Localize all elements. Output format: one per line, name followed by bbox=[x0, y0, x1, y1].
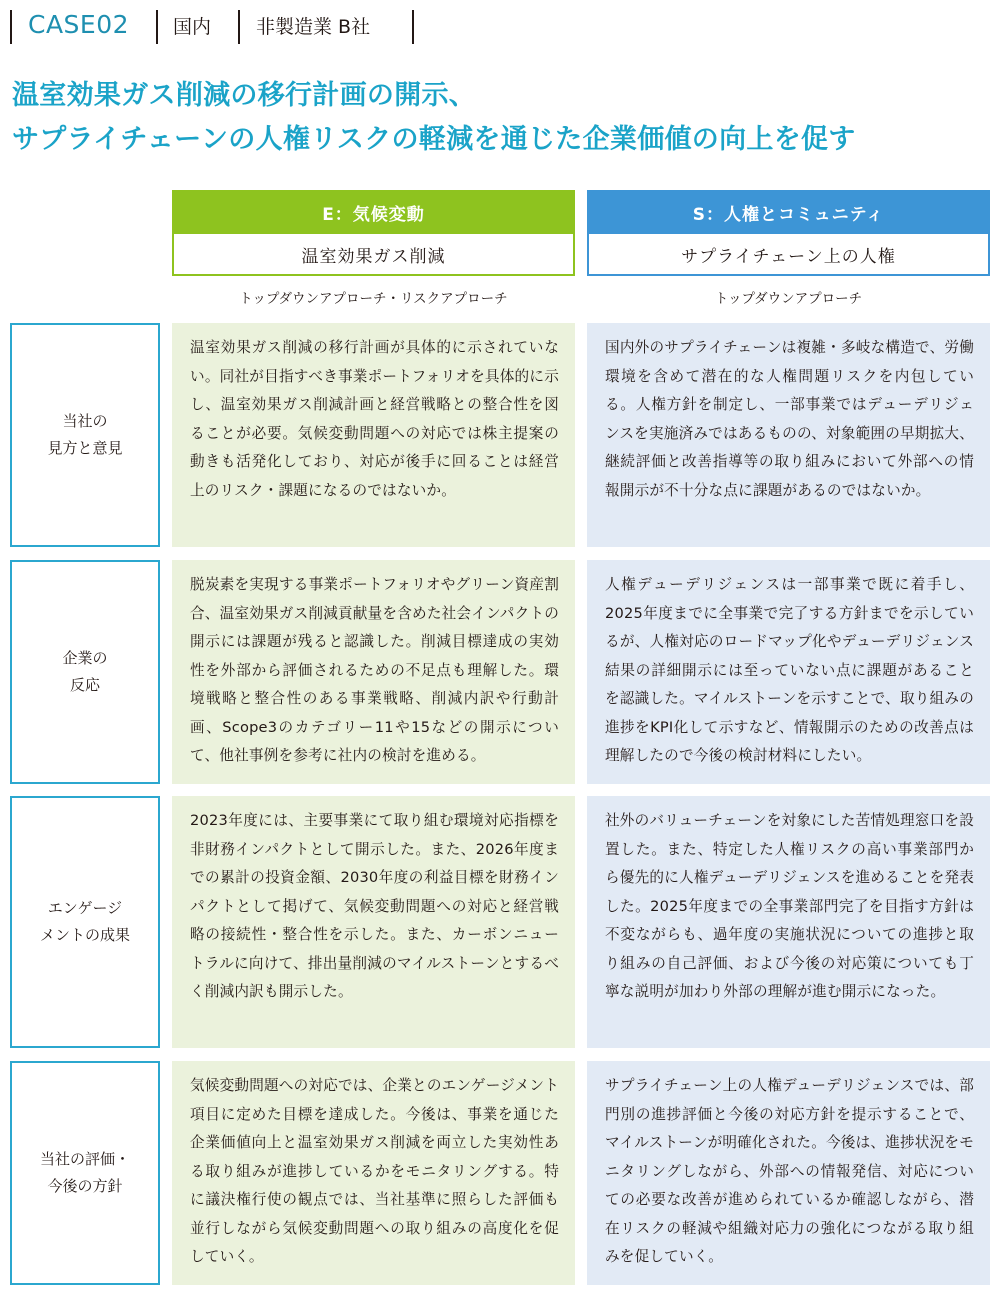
separator bbox=[412, 10, 414, 44]
row-label-response bbox=[10, 560, 160, 784]
env-cell-results: 2023年度には、主要事業にて取り組む環境対応指標を非財務インパクトとして開示した。また、2026年度までの累計の投資金額、2030年度の利益目標を財務インパクトとして掲げて、気候変動問題への対応と経営戦略の接続性・整合性を示した。また、カーボンニュートラルに向けて、排出量削減のマイルストーンとするべく削減内訳も開示した。 bbox=[172, 796, 575, 1048]
soc-cell-view: 国内外のサプライチェーンは複雑・多岐な構造で、労働環境を含めて潜在的な人権問題リスクを内包している。人権方針を制定し、一部事業ではデューデリジェンスを実施済みではあるものの、対象範囲の早期拡大、継続評価と改善指導等の取り組みにおいて外部への情報開示が不十分な点に課題があるのではないか。 bbox=[587, 323, 990, 547]
soc-approach: トップダウンアプローチ bbox=[714, 291, 863, 307]
soc-cell-results: 社外のバリューチェーンを対象にした苦情処理窓口を設置した。また、特定した人権リスクの高い事業部門から優先的に人権デューデリジェンスを進めることを発表した。2025年度までの全事業部門完了を目指す方針は不変ながらも、過年度の実施状況についての進捗と取り組みの自己評価、および今後の対応策についても丁寧な説明が加わり外部の理解が進む開示になった。 bbox=[587, 796, 990, 1048]
row-label-text: エンゲージ メントの成果 bbox=[39, 899, 130, 944]
soc-cell-response: 人権デューデリジェンスは一部事業で既に着手し、2025年度までに全事業で完了する方針までを示しているが、人権対応のロードマップ化やデューデリジェンス結果の詳細開示には至っていない点に課題があることを認識した。マイルストーンを示すことで、取り組みの進捗をKPI化して示すなど、情報開示のための改善点は理解したので今後の検討材料にしたい。 bbox=[587, 560, 990, 784]
company-label: 非製造業 B社 bbox=[256, 16, 371, 38]
separator bbox=[156, 10, 158, 44]
title-line-2: サプライチェーンの人権リスクの軽減を通じた企業価値の向上を促す bbox=[12, 124, 856, 155]
row-label-evaluation bbox=[10, 1061, 160, 1285]
env-cell-evaluation: 気候変動問題への対応では、企業とのエンゲージメント項目に定めた目標を達成した。今後は、事業を通じた企業価値向上と温室効果ガス削減を両立した実効性ある取り組みが進捗しているかをモニタリングする。特に議決権行使の観点では、当社基準に照らした評価も並行しながら気候変動問題への取り組みの高度化を促していく。 bbox=[172, 1061, 575, 1285]
env-approach: トップダウンアプローチ・リスクアプローチ bbox=[239, 291, 508, 307]
env-topic: 温室効果ガス削減 bbox=[172, 234, 575, 276]
separator bbox=[238, 10, 240, 44]
region-label: 国内 bbox=[173, 16, 212, 38]
row-label-results bbox=[10, 796, 160, 1048]
env-column-header: E：気候変動 bbox=[172, 190, 575, 234]
env-cell-view: 温室効果ガス削減の移行計画が具体的に示されていない。同社が目指すべき事業ポートフォリオを具体的に示し、温室効果ガス削減計画と経営戦略との整合性を図ることが必要。気候変動問題への対応では株主提案の動きも活発化しており、対応が後手に回ることは経営上のリスク・課題になるのではないか。 bbox=[172, 323, 575, 547]
env-cell-response: 脱炭素を実現する事業ポートフォリオやグリーン資産割合、温室効果ガス削減貢献量を含めた社会インパクトの開示には課題が残ると認識した。削減目標達成の実効性を外部から評価されるための不足点も理解した。環境戦略と整合性のある事業戦略、削減内訳や行動計画、Scope3のカテゴリー11や15などの開示について、他社事例を参考に社内の検討を進める。 bbox=[172, 560, 575, 784]
case-label: CASE02 bbox=[28, 10, 130, 39]
title-line-1: 温室効果ガス削減の移行計画の開示、 bbox=[12, 80, 477, 111]
row-label-text: 当社の評価・ 今後の方針 bbox=[39, 1150, 130, 1195]
soc-cell-evaluation: サプライチェーン上の人権デューデリジェンスでは、部門別の進捗評価と今後の対応方針を提示することで、マイルストーンが明確化された。今後は、進捗状況をモニタリングしながら、外部への情報発信、対応についての必要な改善が進められているか確認しながら、潜在リスクの軽減や組織対応力の強化につながる取り組みを促していく。 bbox=[587, 1061, 990, 1285]
row-label-text: 企業の 反応 bbox=[62, 649, 108, 694]
separator bbox=[10, 10, 12, 44]
soc-topic: サプライチェーン上の人権 bbox=[587, 234, 990, 276]
row-label-view bbox=[10, 323, 160, 547]
soc-column-header: S：人権とコミュニティ bbox=[587, 190, 990, 234]
page-title bbox=[12, 74, 992, 162]
row-label-text: 当社の 見方と意見 bbox=[47, 412, 123, 457]
case-header bbox=[0, 0, 1000, 52]
